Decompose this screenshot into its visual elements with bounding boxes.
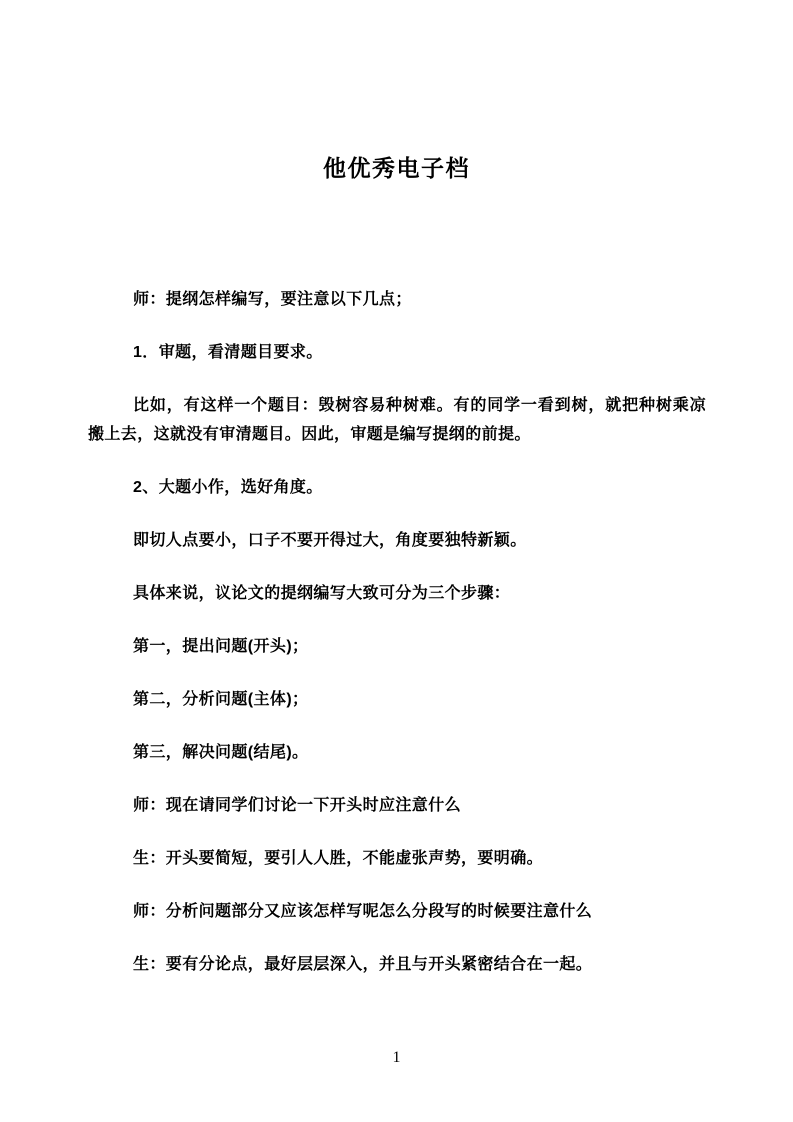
paragraph: 师：现在请同学们讨论一下开头时应注意什么	[133, 797, 462, 814]
document-title: 他优秀电子档	[323, 155, 470, 182]
paragraph: 第三，解决问题(结尾)。	[133, 744, 309, 761]
document-body	[88, 285, 706, 1003]
paragraph: 即切人点要小，口子不要开得过大，角度要独特新颖。	[133, 532, 527, 549]
paragraph: 师：提纲怎样编写，要注意以下几点；	[133, 291, 412, 308]
paragraph: 第一，提出问题(开头)；	[133, 638, 309, 655]
paragraph: 比如，有这样一个题目：毁树容易种树难。有的同学一看到树，就把种树乘凉搬上去，这就没有审清题目。因此，审题是编写提纲的前提。	[88, 397, 706, 443]
paragraph: 第二，分析问题(主体)；	[133, 691, 309, 708]
page-number: 1	[392, 1049, 401, 1066]
paragraph: 生：要有分论点，最好层层深入，并且与开头紧密结合在一起。	[133, 956, 593, 973]
paragraph: 生：开头要简短，要引人人胜，不能虚张声势，要明确。	[133, 850, 544, 867]
paragraph: 具体来说，议论文的提纲编写大致可分为三个步骤：	[133, 585, 511, 602]
paragraph: 师：分析问题部分又应该怎样写呢怎么分段写的时候要注意什么	[133, 903, 593, 920]
paragraph: 1．审题，看清题目要求。	[133, 344, 323, 361]
paragraph: 2、大题小作，选好角度。	[133, 479, 323, 496]
